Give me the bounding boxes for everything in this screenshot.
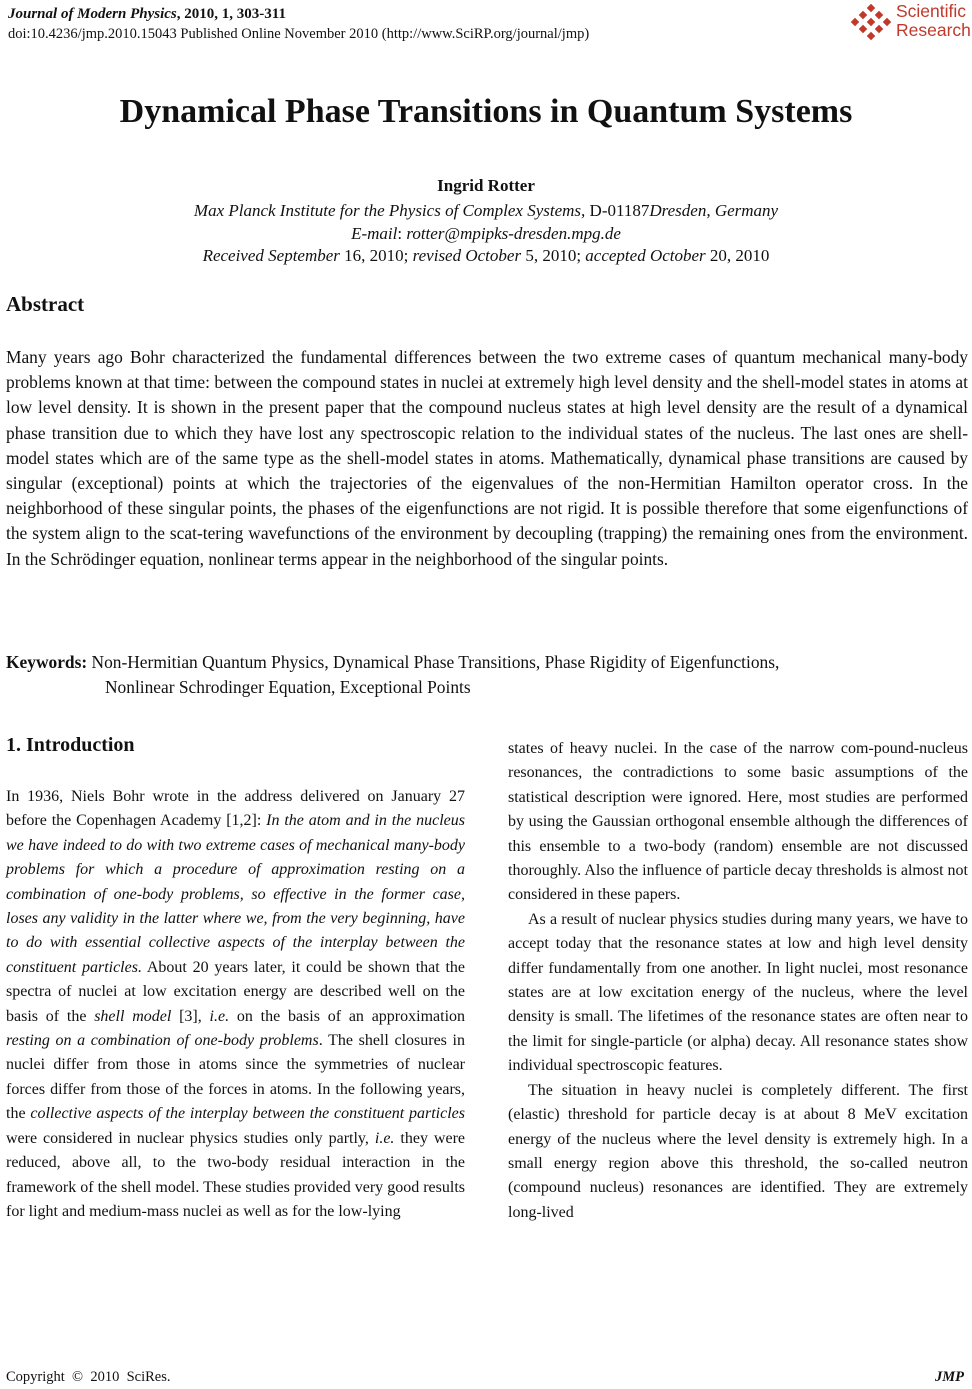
doi-line[interactable]: doi:10.4236/jmp.2010.15043 Published Online November 2010 (http://www.SciRP.org/journal/jmp)	[8, 26, 590, 42]
section-heading-introduction: 1. Introduction	[6, 734, 135, 756]
author-affiliation: Max Planck Institute for the Physics of Complex Systems, D-01187Dresden, Germany	[193, 201, 779, 220]
journal-name: Journal of Modern Physics	[8, 6, 177, 22]
bohr-quote: In the atom and in the nucleus we have indeed to do with two extreme cases of mechanical many-body problems for which a procedure of approximation resting on a combination of one-body problems, so effective in the former case, loses any validity in the latter where we, from the very beginning, have to do with essential collective aspects of the interplay between the constituent particles.	[6, 812, 465, 976]
journal-citation	[8, 4, 286, 24]
keywords: Keywords: Non-Hermitian Quantum Physics, Dynamical Phase Transitions, Phase Rigidity of Eigenfunctions, Nonlinear Schrodinger Equation, Exceptional Points	[6, 652, 780, 698]
publisher-logo-icon	[850, 4, 894, 44]
author-name: Ingrid Rotter	[437, 176, 535, 195]
paragraph: As a result of nuclear physics studies during many years, we have to accept today that the resonance states at low and high level density differ fundamentally from one another. In light nuclei, most resonance states are at low excitation energy of the nucleus, where the level density is small. The lifetimes of the resonance states are often near to the limit for single-particle (or alpha) decay. All resonance states show individual spectroscopic features.	[508, 910, 968, 1075]
paragraph: states of heavy nuclei. In the case of the narrow com-pound-nucleus resonances, the contradictions to some basic assumptions of the statistical description were ignored. Here, most studies are performed by using the Gaussian orthogonal ensemble although the differences of this ensemble to a two-body (random) ensemble are not discussed thoroughly. Also the influence of particle decay thresholds is almost not considered in these papers.	[508, 740, 968, 904]
author-email: E-mail: rotter@mpipks-dresden.mpg.de	[351, 224, 621, 243]
email-link[interactable]: rotter@mpipks-dresden.mpg.de	[406, 224, 621, 243]
keywords-label: Keywords:	[6, 652, 88, 672]
publisher-logo-text: Scientific Research	[896, 1, 971, 40]
submission-dates: Received September 16, 2010; revised October 5, 2010; accepted October 20, 2010	[202, 246, 770, 265]
journal-volume-pages: , 2010, 1, 303-311	[176, 6, 286, 22]
abstract-heading: Abstract	[6, 292, 85, 316]
paper-title: Dynamical Phase Transitions in Quantum Systems	[119, 93, 853, 130]
footer-copyright: Copyright © 2010 SciRes.	[6, 1369, 171, 1385]
abstract-text: Many years ago Bohr characterized the fundamental differences between the two extreme cases of quantum mechanical many-body problems known at that time: between the compound states in nuclei at extremely high level density and the shell-model states in atoms at low level density. It is shown in the present paper that the compound nucleus states at high level density are the result of a dynamical phase transition due to which they have lost any spectroscopic relation to the individual states of the nucleus. The last ones are shell-model states which are of the same type as the shell-model states in atoms. Mathematically, dynamical phase transitions are caused by singular (exceptional) points at which the trajectories of the eigenvalues of the non-Hermitian Hamilton operator cross. In the neighborhood of these singular points, the phases of the eigenfunctions are not rigid. It is possible therefore that some eigenfunctions of the system align to the scat-tering wavefunctions of the environment by decoupling (trapping) the remaining ones from the environment. In the Schrödinger equation, nonlinear terms appear in the neighborhood of the singular points.	[6, 347, 968, 569]
intro-right-column	[508, 737, 968, 1225]
paragraph: In 1936, Niels Bohr wrote in the address delivered on January 27 before the Copenhagen Academy [1,2]: In the atom and in the nucleus we have indeed to do with two extreme cases of mechanical many-body problems for which a procedure of approximation resting on a combination of one-body problems, so effective in the former case, loses any validity in the latter where we, from the very beginning, have to do with essential collective aspects of the interplay between the constituent particles. About 20 years later, it could be shown that the spectra of nuclei at low excitation energy are described well on the basis of the shell model [3], i.e. on the basis of an approximation resting on a combination of one-body problems. The shell closures in nuclei differ from those in atoms since the symmetries of nuclear forces differ from those of the forces in atoms. In the following years, the collective aspects of the interplay between the constituent particles were considered in nuclear physics studies only partly, i.e. they were reduced, above all, to the two-body residual interaction in the framework of the shell model. These studies provided very good results for light and medium-mass nuclei as well as for the low-lying	[6, 788, 466, 1220]
paragraph: The situation in heavy nuclei is completely different. The first (elastic) threshold for particle decay is at about 8 MeV excitation energy of the nucleus where the level density is extremely high. In a small energy region above this threshold, the so-called neutron (compound nucleus) resonances are identified. They are extremely long-lived	[508, 1081, 968, 1221]
intro-left-column	[6, 785, 465, 1224]
footer-journal-abbrev: JMP	[935, 1369, 964, 1385]
